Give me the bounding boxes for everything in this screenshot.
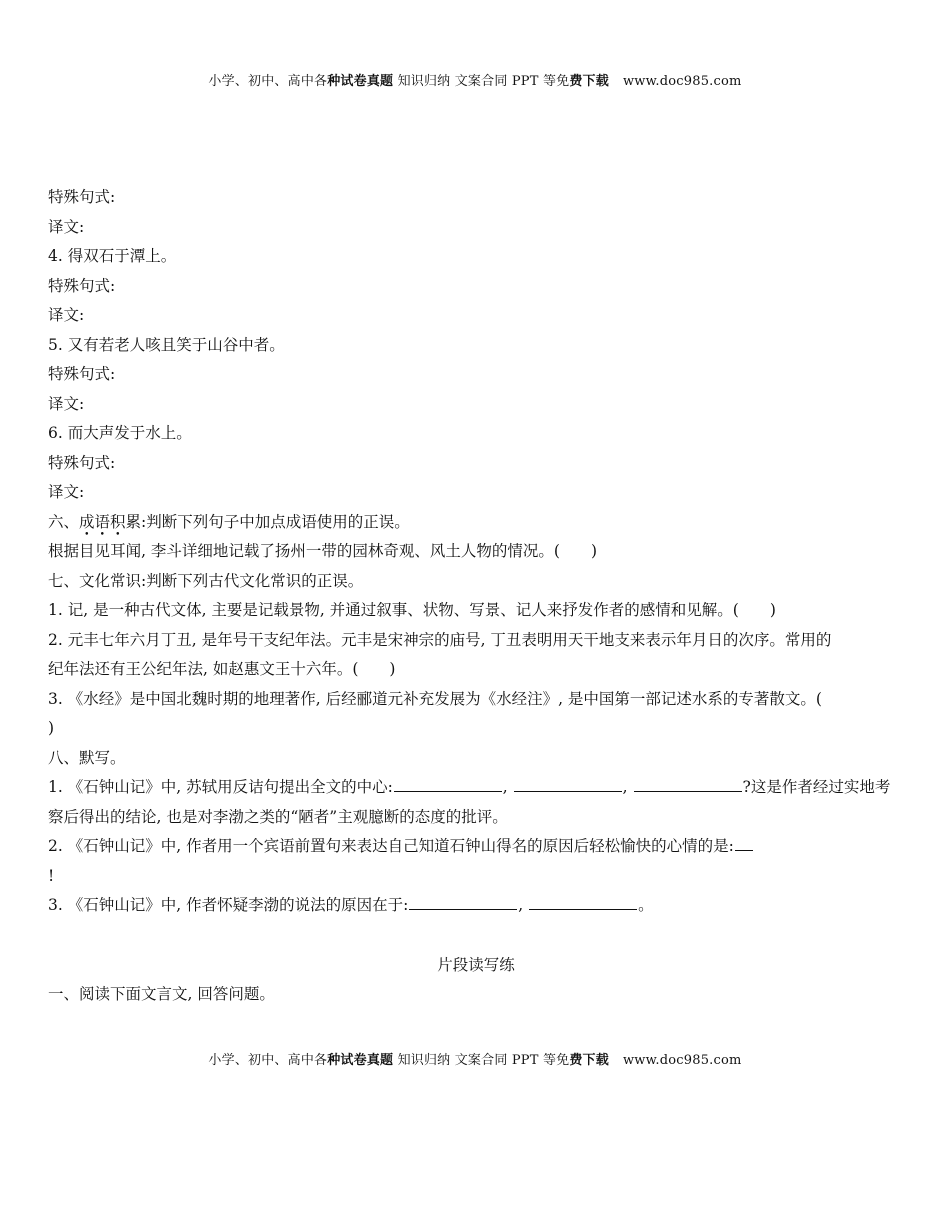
question-item: 4. 得双石于潭上。: [48, 247, 177, 265]
question-item: 6. 而大声发于水上。: [48, 424, 192, 442]
section-heading-8: 八、默写。: [48, 748, 126, 767]
footer-bold-1: 种试卷真题: [327, 1053, 394, 1068]
separator: ,: [518, 896, 524, 914]
text-line: 特殊句式:: [48, 188, 116, 206]
question-item: 3. 《水经》是中国北魏时期的地理著作, 后经郦道元补充发展为《水经注》, 是中国第一部记述水系的专著散文。(: [48, 689, 822, 708]
footer-text-1: 小学、初中、高中各: [208, 1053, 328, 1068]
idiom-question-rest: 闻, 李斗详细地记载了扬州一带的园林奇观、风土人物的情况。( ): [125, 542, 598, 560]
document-body: [48, 183, 904, 1010]
answer-blank[interactable]: [735, 834, 753, 851]
text-line: 特殊句式:: [48, 276, 116, 295]
text-line: 译文:: [48, 306, 85, 324]
question-text: 。: [638, 896, 654, 914]
fill-blank-question: [48, 832, 904, 862]
spacer: [48, 921, 904, 951]
header-url[interactable]: www.doc985.com: [622, 74, 742, 89]
text-line: 译文:: [48, 483, 85, 501]
emphasis-dotted-char: 见: [94, 542, 111, 560]
question-text: 3. 《石钟山记》中, 作者怀疑李渤的说法的原因在于:: [48, 896, 409, 914]
fill-blank-question: [48, 773, 904, 803]
page-header: [0, 70, 950, 89]
idiom-question: [48, 537, 904, 567]
emphasis-dotted-char: 目: [79, 542, 95, 560]
text-line: 译文:: [48, 394, 85, 413]
answer-blank[interactable]: [634, 775, 742, 792]
text-line: 特殊句式:: [48, 453, 116, 472]
text-line: 译文:: [48, 217, 85, 236]
footer-text-2: 知识归纳 文案合同 PPT 等免: [393, 1053, 570, 1068]
section-heading-7: 七、文化常识:判断下列古代文化常识的正误。: [48, 571, 364, 590]
question-item-cont: 察后得出的结论, 也是对李渤之类的“陋者”主观臆断的态度的批评。: [48, 807, 508, 826]
section-heading-6: 六、成语积累:判断下列句子中加点成语使用的正误。: [48, 512, 410, 531]
question-item: 2. 元丰七年六月丁丑, 是年号干支纪年法。元丰是宋神宗的庙号, 丁丑表明用天干地支来表示年月日的次序。常用的: [48, 630, 832, 649]
answer-blank[interactable]: [514, 775, 622, 792]
header-text-1: 小学、初中、高中各: [208, 74, 328, 89]
fill-blank-question: [48, 891, 904, 921]
question-item: 5. 又有若老人咳且笑于山谷中者。: [48, 335, 285, 354]
answer-blank[interactable]: [394, 775, 502, 792]
question-text: ?这是作者经过实地考: [742, 778, 891, 796]
answer-blank[interactable]: [409, 893, 517, 910]
question-item: 1. 记, 是一种古代文体, 主要是记载景物, 并通过叙事、状物、写景、记人来抒发作者的感情和见解。( ): [48, 601, 776, 619]
separator: ,: [622, 778, 628, 796]
question-item: 一、阅读下面文言文, 回答问题。: [48, 985, 275, 1003]
question-text: 1. 《石钟山记》中, 苏轼用反诘句提出全文的中心:: [48, 778, 393, 796]
text-char: 根: [48, 542, 64, 560]
section-title: 片段读写练: [437, 955, 515, 974]
footer-bold-2: 费下载: [569, 1053, 609, 1068]
text-char: 据: [63, 542, 80, 560]
emphasis-dotted-char: 耳: [110, 542, 126, 560]
question-item-cont: !: [48, 866, 55, 885]
header-text-2: 知识归纳 文案合同 PPT 等免: [393, 74, 570, 89]
page-footer: [0, 1049, 950, 1068]
question-item-cont: ): [48, 719, 55, 737]
question-item-cont: 纪年法还有王公纪年法, 如赵惠文王十六年。( ): [48, 660, 396, 678]
answer-blank[interactable]: [529, 893, 637, 910]
text-line: 特殊句式:: [48, 365, 116, 383]
header-bold-2: 费下载: [569, 74, 609, 89]
question-text: 2. 《石钟山记》中, 作者用一个宾语前置句来表达自己知道石钟山得名的原因后轻松愉快的心情的是:: [48, 837, 734, 855]
footer-url[interactable]: www.doc985.com: [622, 1053, 742, 1068]
header-bold-1: 种试卷真题: [327, 74, 394, 89]
separator: ,: [502, 778, 508, 796]
